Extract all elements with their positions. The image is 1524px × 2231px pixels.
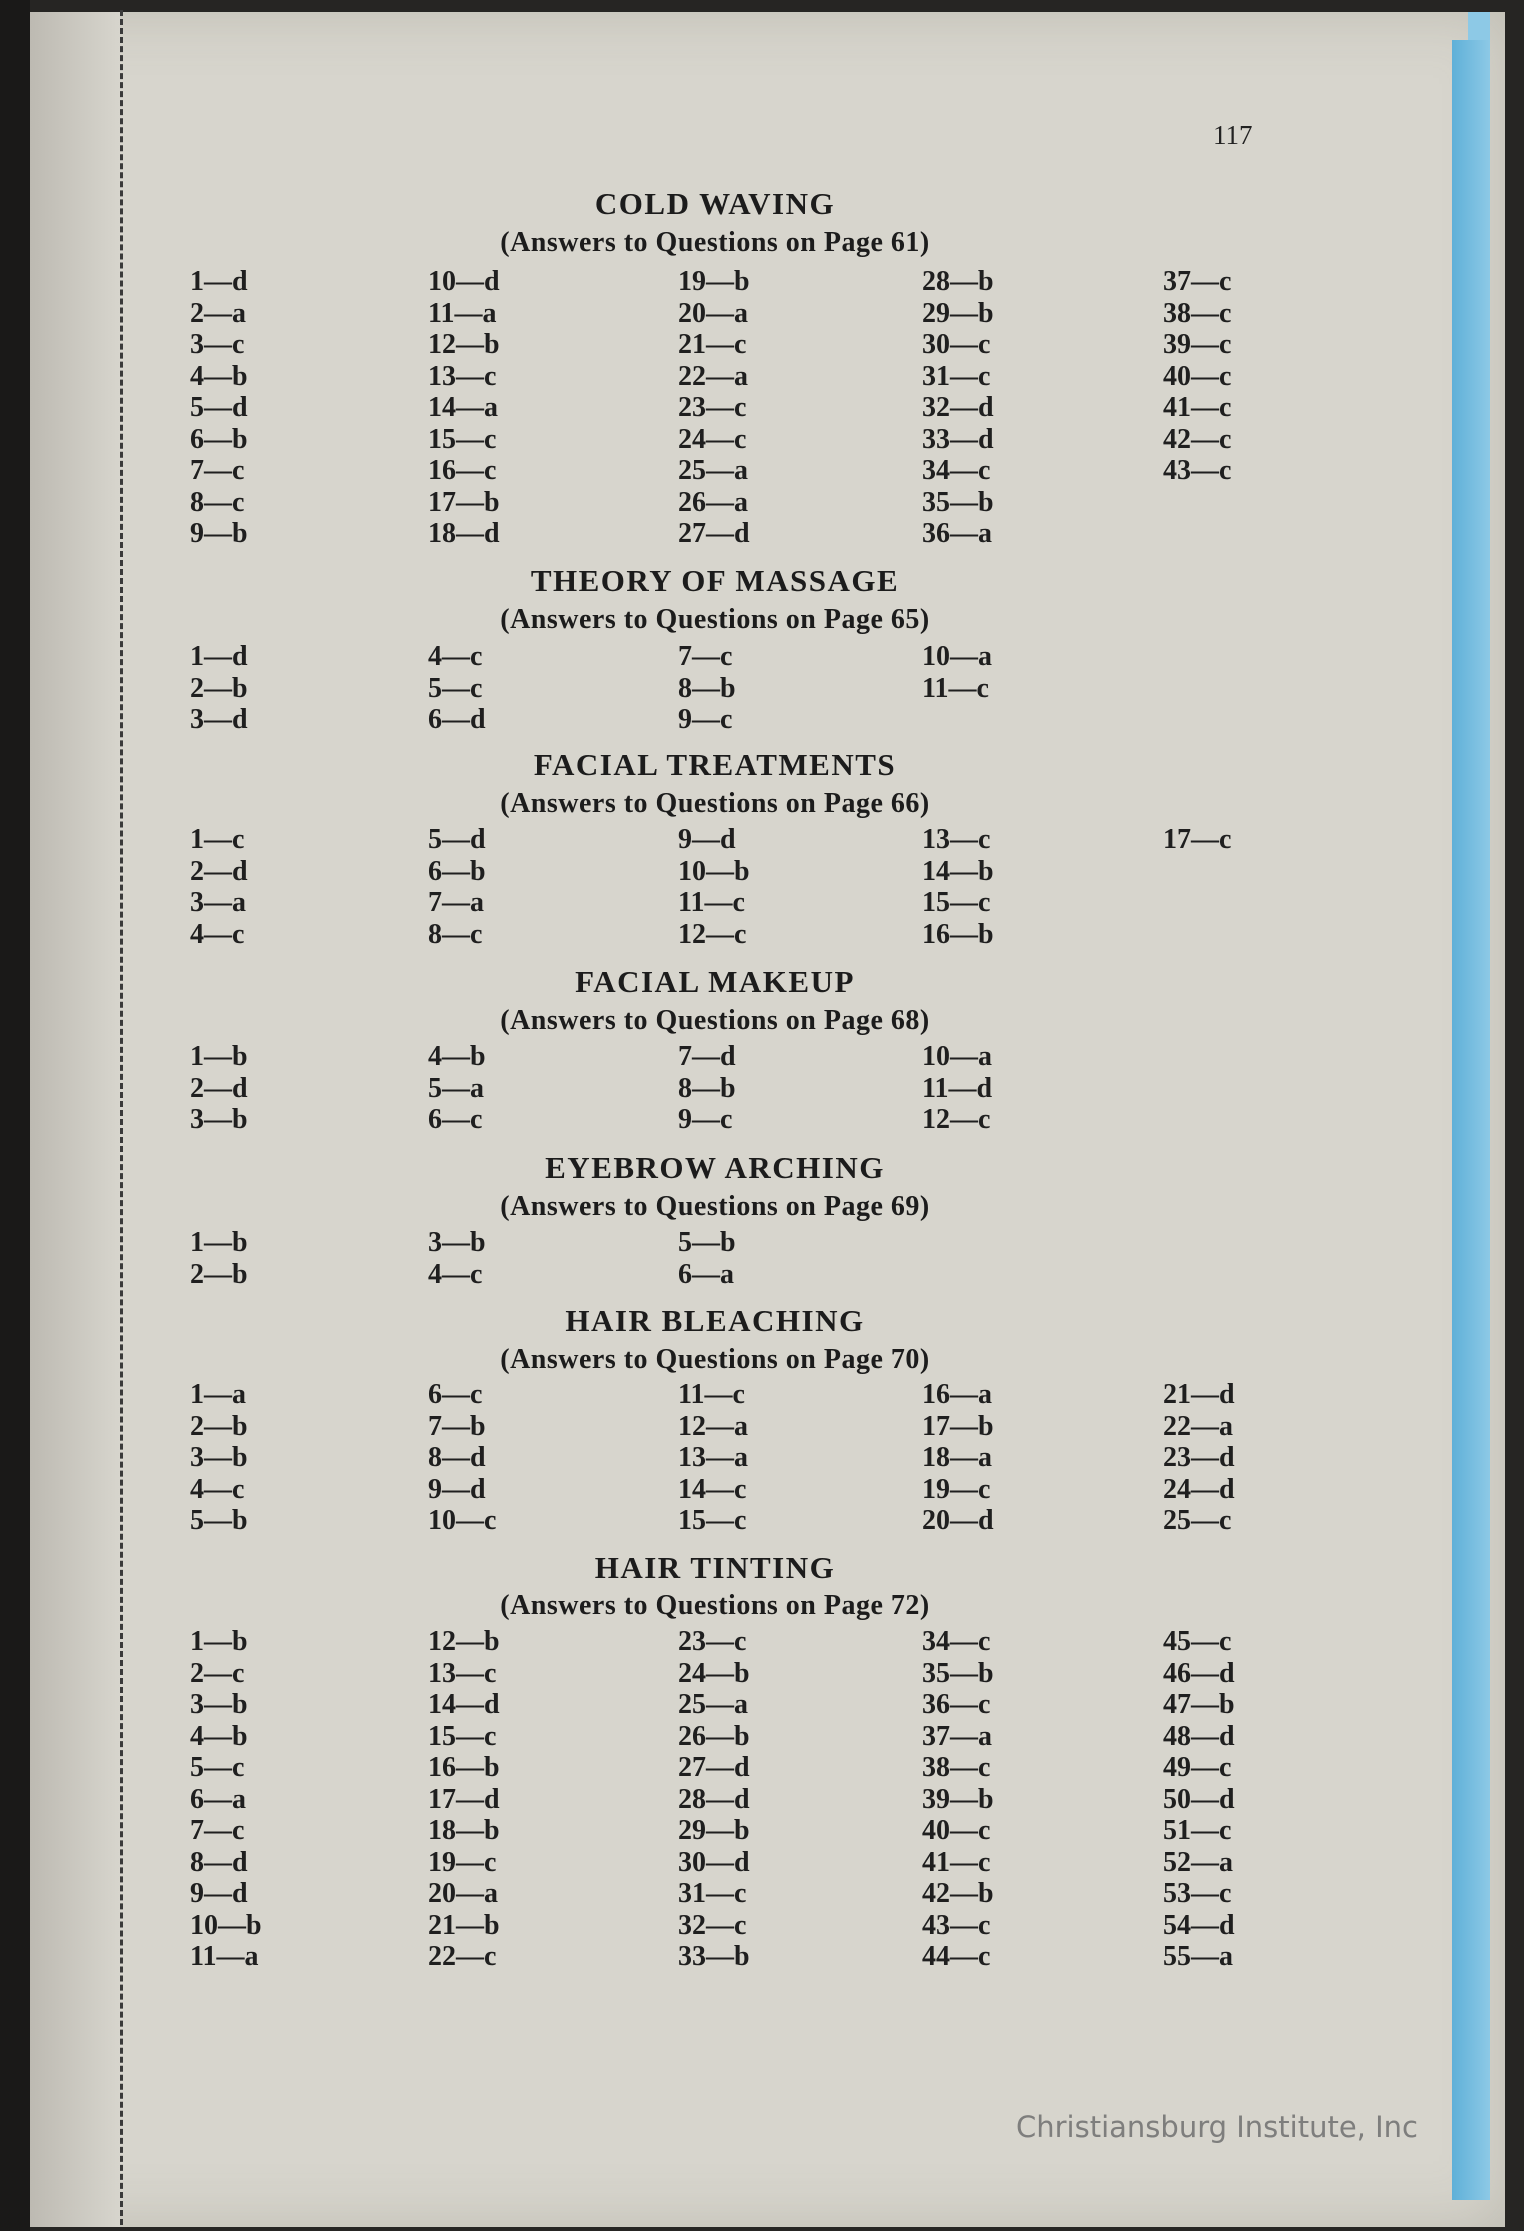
page-number: 117 <box>1213 120 1253 150</box>
answer-entry: 3—d <box>190 704 248 735</box>
answer-entry: 21—d <box>1163 1379 1235 1410</box>
answer-entry: 9—d <box>190 1878 248 1909</box>
answer-entry: 23—d <box>1163 1442 1235 1473</box>
answer-entry: 12—b <box>428 329 500 360</box>
answer-entry: 20—a <box>678 297 748 329</box>
answer-column <box>678 266 750 550</box>
answer-entry: 3—a <box>190 887 246 918</box>
answer-column <box>922 1379 994 1537</box>
answer-entry: 48—d <box>1163 1720 1235 1752</box>
answer-entry: 55—a <box>1163 1941 1233 1972</box>
answer-column <box>678 1227 736 1290</box>
answer-entry: 14—a <box>428 392 498 423</box>
answer-entry: 23—c <box>678 1626 747 1657</box>
answer-entry: 7—d <box>678 1041 736 1072</box>
answer-column <box>190 824 248 950</box>
section-subtitle: (Answers to Questions on Page 72) <box>500 1590 930 1621</box>
answer-entry: 5—d <box>428 824 486 855</box>
answer-entry: 10—a <box>922 641 992 672</box>
answer-entry: 2—d <box>190 1072 248 1104</box>
answer-entry: 1—c <box>190 824 245 855</box>
answer-entry: 9—d <box>678 824 736 855</box>
answer-entry: 10—b <box>678 855 750 887</box>
answer-entry: 1—d <box>190 266 248 297</box>
answer-entry: 50—d <box>1163 1783 1235 1815</box>
answer-entry: 44—c <box>922 1941 991 1972</box>
answer-column <box>922 824 994 950</box>
answer-entry: 8—c <box>190 486 245 518</box>
answer-entry: 29—b <box>922 297 994 329</box>
answer-entry: 14—d <box>428 1689 500 1720</box>
answer-entry: 3—b <box>428 1227 486 1258</box>
answer-column <box>428 1227 486 1290</box>
answer-entry: 12—b <box>428 1626 500 1657</box>
answer-entry: 1—b <box>190 1626 248 1657</box>
answer-entry: 5—a <box>428 1072 484 1104</box>
answer-entry: 53—c <box>1163 1878 1232 1909</box>
answer-entry: 7—b <box>428 1410 486 1442</box>
answer-entry: 22—a <box>1163 1410 1233 1442</box>
book-spine <box>0 0 30 2231</box>
section-title: THEORY OF MASSAGE <box>530 563 900 598</box>
answer-entry: 37—a <box>922 1720 992 1752</box>
answer-entry: 22—c <box>428 1941 497 1972</box>
answer-entry: 6—d <box>428 704 486 735</box>
answer-column <box>428 266 500 550</box>
answer-entry: 13—c <box>428 1657 497 1689</box>
answer-entry: 5—c <box>428 672 483 704</box>
answer-column <box>678 641 736 736</box>
answer-entry: 17—b <box>922 1410 994 1442</box>
section-title: HAIR TINTING <box>594 1550 836 1585</box>
answer-entry: 2—d <box>190 855 248 887</box>
answer-entry: 13—c <box>922 824 991 855</box>
answer-entry: 3—b <box>190 1689 248 1720</box>
answer-entry: 34—c <box>922 455 991 486</box>
answer-entry: 32—d <box>922 392 994 423</box>
answer-entry: 15—c <box>678 1505 747 1536</box>
answer-entry: 28—b <box>922 266 994 297</box>
answer-column <box>922 641 992 704</box>
answer-column <box>190 1041 248 1136</box>
answer-entry: 25—a <box>678 1689 748 1720</box>
answer-entry: 38—c <box>1163 297 1232 329</box>
answer-entry: 4—b <box>190 1720 248 1752</box>
answer-entry: 19—c <box>922 1473 991 1505</box>
answer-entry: 47—b <box>1163 1689 1235 1720</box>
answer-entry: 49—c <box>1163 1752 1232 1783</box>
answer-entry: 19—c <box>428 1846 497 1878</box>
answer-entry: 7—c <box>190 455 245 486</box>
answer-entry: 24—c <box>678 423 747 455</box>
answer-entry: 17—c <box>1163 824 1232 855</box>
answer-entry: 33—b <box>678 1941 750 1972</box>
answer-entry: 37—c <box>1163 266 1232 297</box>
answer-entry: 11—d <box>922 1072 993 1104</box>
answer-entry: 3—c <box>190 329 245 360</box>
answer-entry: 3—b <box>190 1104 248 1135</box>
answer-entry: 22—a <box>678 360 748 392</box>
answer-entry: 18—a <box>922 1442 992 1473</box>
section-subtitle: (Answers to Questions on Page 69) <box>500 1191 930 1222</box>
answer-entry: 3—b <box>190 1442 248 1473</box>
answer-column <box>922 1041 992 1136</box>
answer-entry: 24—d <box>1163 1473 1235 1505</box>
answer-entry: 31—c <box>678 1878 747 1909</box>
answer-entry: 2—b <box>190 672 248 704</box>
answer-entry: 40—c <box>922 1815 991 1846</box>
answer-entry: 20—a <box>428 1878 498 1909</box>
answer-entry: 12—c <box>678 918 747 950</box>
answer-entry: 25—c <box>1163 1505 1232 1536</box>
answer-entry: 16—a <box>922 1379 992 1410</box>
answer-entry: 11—c <box>678 887 745 918</box>
answer-entry: 4—c <box>428 1258 483 1290</box>
answer-entry: 7—a <box>428 887 484 918</box>
answer-entry: 6—a <box>190 1783 246 1815</box>
answer-entry: 30—c <box>922 329 991 360</box>
answer-column <box>678 1379 748 1537</box>
answer-entry: 15—c <box>922 887 991 918</box>
answer-entry: 42—c <box>1163 423 1232 455</box>
answer-entry: 25—a <box>678 455 748 486</box>
answer-entry: 8—d <box>190 1846 248 1878</box>
answer-entry: 6—a <box>678 1258 734 1290</box>
answer-entry: 6—c <box>428 1104 483 1135</box>
answer-entry: 6—b <box>190 423 248 455</box>
answer-entry: 52—a <box>1163 1846 1233 1878</box>
answer-column <box>1163 1626 1235 1973</box>
answer-entry: 54—d <box>1163 1909 1235 1941</box>
section-subtitle: (Answers to Questions on Page 65) <box>500 604 930 635</box>
answer-entry: 2—a <box>190 297 246 329</box>
answer-column <box>428 1379 496 1537</box>
answer-column <box>428 641 486 736</box>
answer-column <box>190 1227 248 1290</box>
answer-entry: 5—b <box>678 1227 736 1258</box>
answer-column <box>678 1041 736 1136</box>
answer-entry: 1—a <box>190 1379 246 1410</box>
answer-entry: 16—b <box>428 1752 500 1783</box>
answer-entry: 18—b <box>428 1815 500 1846</box>
answer-entry: 11—a <box>428 297 497 329</box>
answer-entry: 43—c <box>1163 455 1232 486</box>
answer-column <box>1163 266 1231 487</box>
answer-column <box>190 1626 262 1973</box>
answer-entry: 5—c <box>190 1752 245 1783</box>
section-subtitle: (Answers to Questions on Page 61) <box>500 227 930 258</box>
answer-entry: 5—b <box>190 1505 248 1536</box>
section-title: EYEBROW ARCHING <box>545 1150 885 1185</box>
perforation-line <box>120 10 123 2225</box>
answer-entry: 20—d <box>922 1505 994 1536</box>
answer-entry: 9—c <box>678 704 733 735</box>
answer-entry: 41—c <box>1163 392 1232 423</box>
answer-entry: 23—c <box>678 392 747 423</box>
answer-entry: 12—c <box>922 1104 991 1135</box>
answer-entry: 8—b <box>678 672 736 704</box>
answer-entry: 1—b <box>190 1227 248 1258</box>
answer-entry: 10—c <box>428 1505 497 1536</box>
answer-entry: 19—b <box>678 266 750 297</box>
section-title: FACIAL MAKEUP <box>575 964 855 999</box>
answer-entry: 1—b <box>190 1041 248 1072</box>
answer-column <box>1163 1379 1235 1537</box>
answer-entry: 1—d <box>190 641 248 672</box>
answer-entry: 27—d <box>678 1752 750 1783</box>
answer-entry: 10—d <box>428 266 500 297</box>
page-fold-shadow <box>30 12 120 2227</box>
answer-entry: 11—c <box>922 672 989 704</box>
answer-entry: 26—a <box>678 486 748 518</box>
answer-entry: 35—b <box>922 1657 994 1689</box>
answer-entry: 10—a <box>922 1041 992 1072</box>
answer-column <box>922 1626 994 1973</box>
answer-entry: 38—c <box>922 1752 991 1783</box>
answer-entry: 30—d <box>678 1846 750 1878</box>
answer-column <box>428 1626 500 1973</box>
answer-entry: 33—d <box>922 423 994 455</box>
answer-entry: 4—c <box>190 1473 245 1505</box>
answer-column <box>190 1379 248 1537</box>
answer-entry: 39—b <box>922 1783 994 1815</box>
answer-entry: 7—c <box>678 641 733 672</box>
answer-entry: 31—c <box>922 360 991 392</box>
answer-entry: 34—c <box>922 1626 991 1657</box>
answer-entry: 35—b <box>922 486 994 518</box>
answer-column <box>678 1626 750 1973</box>
answer-entry: 13—c <box>428 360 497 392</box>
answer-entry: 36—a <box>922 518 992 549</box>
answer-entry: 4—b <box>428 1041 486 1072</box>
answer-entry: 27—d <box>678 518 750 549</box>
answer-entry: 26—b <box>678 1720 750 1752</box>
answer-entry: 8—b <box>678 1072 736 1104</box>
answer-entry: 29—b <box>678 1815 750 1846</box>
answer-entry: 36—c <box>922 1689 991 1720</box>
section-title: COLD WAVING <box>594 186 836 221</box>
answer-entry: 4—c <box>190 918 245 950</box>
answer-entry: 17—d <box>428 1783 500 1815</box>
answer-entry: 6—c <box>428 1379 483 1410</box>
section-subtitle: (Answers to Questions on Page 68) <box>500 1005 930 1036</box>
answer-entry: 15—c <box>428 423 497 455</box>
answer-entry: 9—b <box>190 518 248 549</box>
answer-entry: 9—c <box>678 1104 733 1135</box>
answer-entry: 4—c <box>428 641 483 672</box>
answer-entry: 14—b <box>922 855 994 887</box>
answer-entry: 40—c <box>1163 360 1232 392</box>
answer-entry: 8—d <box>428 1442 486 1473</box>
answer-entry: 2—b <box>190 1410 248 1442</box>
answer-entry: 15—c <box>428 1720 497 1752</box>
answer-entry: 45—c <box>1163 1626 1232 1657</box>
answer-entry: 4—b <box>190 360 248 392</box>
answer-column <box>428 1041 486 1136</box>
answer-entry: 18—d <box>428 518 500 549</box>
answer-entry: 46—d <box>1163 1657 1235 1689</box>
answer-entry: 41—c <box>922 1846 991 1878</box>
answer-column <box>428 824 486 950</box>
blue-cover-edge <box>1452 40 1490 2200</box>
answer-entry: 32—c <box>678 1909 747 1941</box>
answer-column <box>922 266 994 550</box>
answer-entry: 42—b <box>922 1878 994 1909</box>
answer-entry: 39—c <box>1163 329 1232 360</box>
answer-entry: 14—c <box>678 1473 747 1505</box>
answer-entry: 6—b <box>428 855 486 887</box>
answer-entry: 11—a <box>190 1941 259 1972</box>
answer-entry: 7—c <box>190 1815 245 1846</box>
answer-entry: 9—d <box>428 1473 486 1505</box>
answer-entry: 24—b <box>678 1657 750 1689</box>
answer-entry: 43—c <box>922 1909 991 1941</box>
answer-entry: 28—d <box>678 1783 750 1815</box>
answer-column <box>190 266 248 550</box>
watermark: Christiansburg Institute, Inc <box>1016 2110 1418 2144</box>
answer-entry: 16—c <box>428 455 497 486</box>
answer-entry: 2—c <box>190 1657 245 1689</box>
answer-entry: 13—a <box>678 1442 748 1473</box>
answer-column <box>678 824 750 950</box>
answer-entry: 8—c <box>428 918 483 950</box>
section-subtitle: (Answers to Questions on Page 66) <box>500 788 930 819</box>
answer-entry: 21—b <box>428 1909 500 1941</box>
section-subtitle: (Answers to Questions on Page 70) <box>500 1344 930 1375</box>
answer-entry: 11—c <box>678 1379 745 1410</box>
answer-entry: 16—b <box>922 918 994 950</box>
section-title: HAIR BLEACHING <box>565 1303 865 1338</box>
answer-entry: 17—b <box>428 486 500 518</box>
answer-entry: 21—c <box>678 329 747 360</box>
answer-entry: 10—b <box>190 1909 262 1941</box>
answer-entry: 51—c <box>1163 1815 1232 1846</box>
answer-entry: 2—b <box>190 1258 248 1290</box>
answer-entry: 5—d <box>190 392 248 423</box>
answer-column <box>190 641 248 736</box>
answer-column <box>1163 824 1231 856</box>
section-title: FACIAL TREATMENTS <box>533 747 897 782</box>
answer-entry: 12—a <box>678 1410 748 1442</box>
